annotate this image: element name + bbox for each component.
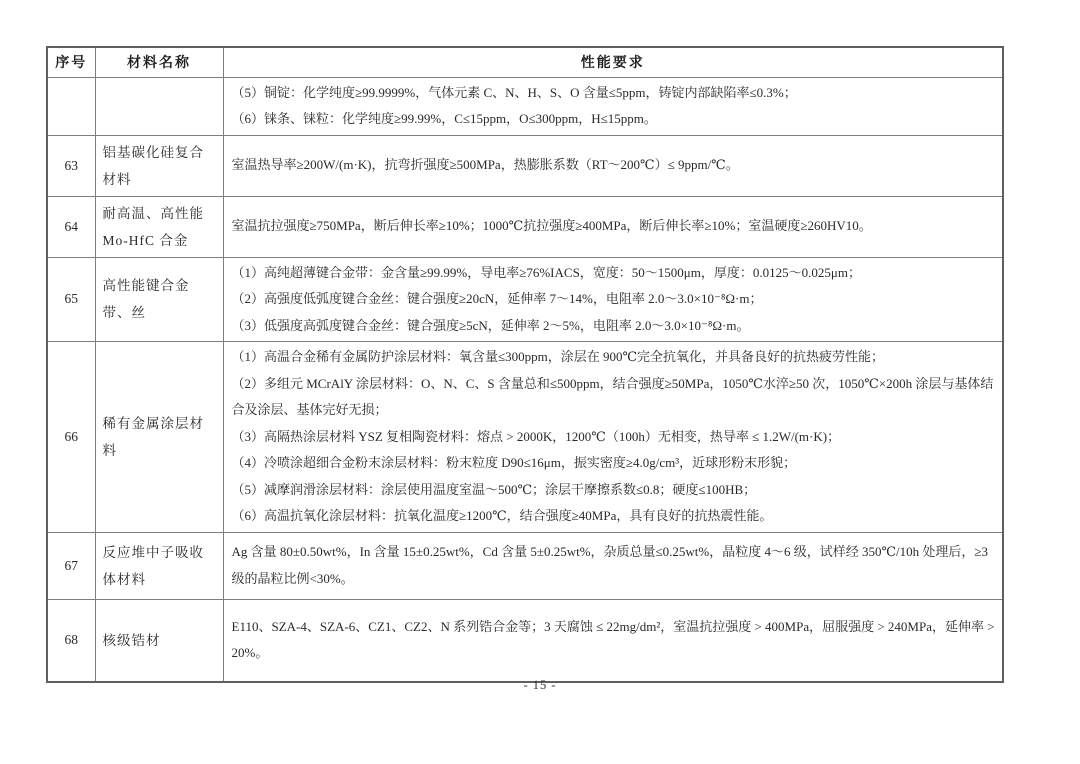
row-number: 66 xyxy=(47,342,95,533)
material-name: 铝基碳化硅复合材料 xyxy=(95,135,223,196)
row-number: 67 xyxy=(47,532,95,599)
row-number: 68 xyxy=(47,599,95,682)
materials-table xyxy=(46,46,1004,683)
requirement-line: （4）冷喷涂超细合金粉末涂层材料：粉末粒度 D90≤16μm，振实密度≥4.0g/cm³，近球形粉末形貌； xyxy=(231,455,797,470)
requirement-line: 室温热导率≥200W/(m·K)，抗弯折强度≥500MPa，热膨胀系数（RT～200℃）≤ 9ppm/℃。 xyxy=(231,157,739,173)
requirement-line: （3）高隔热涂层材料 YSZ 复相陶瓷材料：熔点 > 2000K，1200℃（100h）无相变，热导率 ≤ 1.2W/(m·K)； xyxy=(231,428,841,444)
table-row-67 xyxy=(47,532,1003,599)
row-number: 65 xyxy=(47,257,95,342)
requirement-line: （1）高纯超薄键合金带：金含量≥99.99%，导电率≥76%IACS，宽度：50～1500μm，厚度：0.0125～0.025μm； xyxy=(231,264,861,280)
row-number xyxy=(47,77,95,135)
table-row-continuation xyxy=(47,77,1003,135)
material-name: 耐高温、高性能 Mo-HfC 合金 xyxy=(95,196,223,257)
table-row-68 xyxy=(47,599,1003,682)
material-name: 高性能键合金带、丝 xyxy=(95,257,223,342)
material-name: 反应堆中子吸收体材料 xyxy=(95,532,223,599)
row-number: 63 xyxy=(47,135,95,196)
material-name xyxy=(95,77,223,135)
requirement-line: （2）高强度低弧度键合金丝：键合强度≥20cN，延伸率 7～14%，电阻率 2.0～3.0×10⁻⁸Ω·m； xyxy=(231,291,763,306)
page-number: - 15 - xyxy=(523,678,557,692)
requirement-line: （5）铜锭：化学纯度≥99.9999%，气体元素 C、N、H、S、O 含量≤5ppm，铸锭内部缺陷率≤0.3%； xyxy=(231,84,797,100)
header-material-name: 材料名称 xyxy=(95,47,223,77)
table-row-64 xyxy=(47,196,1003,257)
requirements-cell xyxy=(223,599,1003,682)
requirements-cell xyxy=(223,532,1003,599)
requirements-cell xyxy=(223,342,1003,533)
requirement-line: （3）低强度高弧度键合金丝：键合强度≥5cN，延伸率 2～5%，电阻率 2.0～3.0×10⁻⁸Ω·m。 xyxy=(231,317,750,333)
header-performance-requirements: 性能要求 xyxy=(223,47,1003,77)
table-header-row xyxy=(47,47,1003,77)
material-name: 核级锆材 xyxy=(95,599,223,682)
table-row-66 xyxy=(47,342,1003,533)
requirement-line: （6）铼条、铼粒：化学纯度≥99.99%，C≤15ppm，O≤300ppm，H≤15ppm。 xyxy=(231,111,657,126)
requirements-cell xyxy=(223,135,1003,196)
row-number: 64 xyxy=(47,196,95,257)
table-row-65 xyxy=(47,257,1003,342)
table-row-63 xyxy=(47,135,1003,196)
requirement-line: （2）多组元 MCrAlY 涂层材料：O、N、C、S 含量总和≤500ppm，结合强度≥50MPa，1050℃水淬≥50 次，1050℃×200h 涂层与基体结合及涂层、基体完好无损； xyxy=(231,375,994,417)
requirement-line: （6）高温抗氧化涂层材料：抗氧化温度≥1200℃，结合强度≥40MPa，具有良好的抗热震性能。 xyxy=(231,508,773,523)
requirements-cell xyxy=(223,196,1003,257)
requirements-cell xyxy=(223,77,1003,135)
material-name: 稀有金属涂层材料 xyxy=(95,342,223,533)
requirement-line: （5）减摩润滑涂层材料：涂层使用温度室温～500℃；涂层干摩擦系数≤0.8；硬度≤100HB； xyxy=(231,481,757,497)
requirement-line: Ag 含量 80±0.50wt%，In 含量 15±0.25wt%，Cd 含量 5±0.25wt%，杂质总量≤0.25wt%，晶粒度 4～6 级，试样经 350℃/10h 处理后，≥3 级的晶粒比例<30%。 xyxy=(231,544,989,586)
header-serial-number: 序号 xyxy=(47,47,95,77)
requirement-line: （1）高温合金稀有金属防护涂层材料：氧含量≤300ppm，涂层在 900℃完全抗氧化，并具备良好的抗热疲劳性能； xyxy=(231,349,885,364)
requirements-cell xyxy=(223,257,1003,342)
requirement-line: E110、SZA-4、SZA-6、CZ1、CZ2、N 系列锆合金等；3 天腐蚀 ≤ 22mg/dm²，室温抗拉强度 > 400MPa，屈服强度 > 240MPa，延伸率 > 20%。 xyxy=(231,618,995,661)
requirement-line: 室温抗拉强度≥750MPa，断后伸长率≥10%；1000℃抗拉强度≥400MPa，断后伸长率≥10%；室温硬度≥260HV10。 xyxy=(231,218,872,234)
